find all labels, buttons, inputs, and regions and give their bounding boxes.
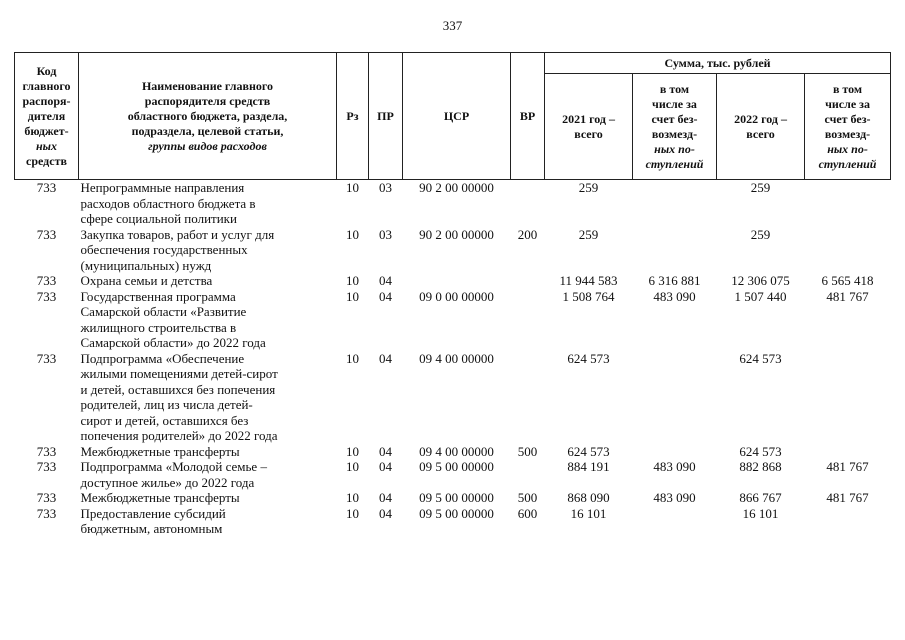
cell-csr: 90 2 00 00000: [419, 180, 494, 195]
name-line: Государственная программа: [80, 288, 236, 304]
cell-pr: 03: [379, 226, 392, 242]
header-line: ступлений: [818, 156, 877, 171]
cell-csr: 09 5 00 00000: [419, 459, 494, 474]
cell-vr: 500: [517, 443, 538, 459]
header-line: в том: [659, 81, 690, 96]
cell-pr: 04: [379, 443, 392, 459]
cell-2022-incl: [805, 506, 891, 537]
name-line: попечения родителей» до 2022 года: [80, 428, 278, 443]
cell-vr: 600: [517, 505, 538, 521]
cell-2021-incl: [633, 180, 717, 227]
name-line: расходов областного бюджета в: [80, 195, 256, 211]
table-row: [15, 273, 891, 289]
name-line: сфере социальной политики: [80, 211, 237, 226]
cell-name: [79, 490, 337, 506]
cell-name: [79, 273, 337, 289]
header-line: распорядителя средств: [144, 93, 271, 108]
cell-2021-total: 884 191: [567, 459, 610, 474]
header-line: подраздела, целевой статьи,: [131, 123, 284, 138]
cell-rz: 10: [346, 273, 359, 288]
cell-csr: 09 0 00 00000: [419, 288, 494, 304]
cell-2021-total: 11 944 583: [559, 273, 618, 288]
table-row: [15, 351, 891, 444]
cell-name: [79, 227, 337, 274]
cell-name: [79, 180, 337, 227]
name-line: Непрограммные направления: [80, 180, 245, 195]
name-line: Охрана семьи и детства: [80, 273, 213, 288]
name-line: обеспечения государственных: [80, 242, 248, 257]
header-2021-incl: [633, 74, 717, 180]
cell-2022-total: 1 507 440: [734, 288, 787, 304]
cell-csr: 09 4 00 00000: [419, 443, 494, 459]
budget-table: [14, 52, 891, 537]
header-line: счет без-: [651, 111, 698, 126]
header-vr: ВР: [511, 53, 545, 180]
table-row: [15, 180, 891, 227]
cell-code: 733: [36, 490, 57, 505]
cell-2022-incl: [805, 180, 891, 227]
cell-rz: 10: [346, 459, 359, 474]
table-row: [15, 227, 891, 274]
cell-2022-total: 882 868: [739, 459, 782, 474]
cell-name: [79, 459, 337, 490]
header-2022-total: [717, 74, 805, 180]
header-line: 2022 год –: [734, 111, 787, 126]
header-line: средств: [26, 153, 67, 168]
cell-2022-incl: 481 767: [826, 288, 869, 304]
cell-rz: 10: [346, 443, 359, 459]
cell-2022-total: 12 306 075: [731, 273, 790, 288]
header-line: ных по-: [654, 141, 695, 156]
cell-vr: 500: [517, 490, 538, 505]
header-line: возмезд-: [651, 126, 698, 141]
cell-csr: 09 4 00 00000: [419, 350, 494, 366]
cell-2022-incl: [805, 351, 891, 444]
cell-2022-total: 624 573: [739, 350, 782, 366]
cell-pr: 04: [379, 459, 392, 474]
cell-2022-total: 259: [750, 226, 771, 242]
name-line: (муниципальных) нужд: [80, 257, 212, 273]
name-line: Межбюджетные трансферты: [80, 443, 240, 459]
header-line: Наименование главного: [141, 78, 274, 93]
cell-csr: [403, 273, 511, 289]
cell-vr: [511, 273, 545, 289]
header-line: ных по-: [827, 141, 868, 156]
table-row: [15, 506, 891, 537]
cell-name: [79, 444, 337, 460]
cell-code: 733: [36, 443, 57, 459]
header-line: счет без-: [824, 111, 871, 126]
name-line: сирот и детей, оставшихся без: [80, 412, 249, 428]
cell-csr: 90 2 00 00000: [419, 226, 494, 242]
cell-2021-incl: [633, 506, 717, 537]
cell-code: 733: [36, 288, 57, 304]
cell-vr: [511, 459, 545, 490]
name-line: и детей, оставшихся без попечения: [80, 381, 276, 397]
cell-vr: [511, 289, 545, 351]
header-line: Код: [36, 63, 57, 78]
header-line: областного бюджета, раздела,: [127, 108, 288, 123]
cell-rz: 10: [346, 490, 359, 505]
cell-2021-total: 624 573: [567, 350, 610, 366]
header-line: 2021 год –: [562, 111, 615, 126]
cell-2022-total: 866 767: [739, 490, 782, 505]
cell-rz: 10: [346, 505, 359, 521]
table-row: [15, 444, 891, 460]
name-line: родителей, лиц из числа детей-: [80, 397, 253, 412]
cell-2021-total: 16 101: [570, 505, 607, 521]
cell-2021-incl: 483 090: [653, 490, 696, 505]
header-2021-total: [545, 74, 633, 180]
table-header: [15, 53, 891, 180]
cell-rz: 10: [346, 180, 359, 195]
cell-rz: 10: [346, 350, 359, 366]
cell-2021-total: 624 573: [567, 443, 610, 459]
header-line: всего: [574, 126, 603, 141]
cell-name: [79, 351, 337, 444]
cell-code: 733: [36, 180, 57, 195]
cell-csr: 09 5 00 00000: [419, 505, 494, 521]
cell-name: [79, 506, 337, 537]
cell-2022-total: 259: [750, 180, 771, 195]
cell-2022-incl: 6 565 418: [821, 273, 874, 288]
cell-pr: 04: [379, 350, 392, 366]
cell-2021-total: 1 508 764: [562, 288, 615, 304]
cell-2021-total: 259: [578, 180, 599, 195]
header-line: в том: [832, 81, 863, 96]
cell-rz: 10: [346, 226, 359, 242]
cell-2021-total: 868 090: [567, 490, 610, 505]
cell-pr: 03: [379, 180, 392, 195]
name-line: доступное жилье» до 2022 года: [80, 474, 255, 490]
cell-2021-incl: 6 316 881: [648, 273, 701, 288]
header-line: главного: [22, 78, 71, 93]
header-line: числе за: [652, 96, 697, 111]
cell-code: 733: [36, 273, 57, 288]
cell-2022-incl: 481 767: [826, 459, 869, 474]
header-line: числе за: [825, 96, 870, 111]
name-line: Закупка товаров, работ и услуг для: [80, 226, 275, 242]
cell-2022-incl: [805, 227, 891, 274]
name-line: Предоставление субсидий: [80, 505, 226, 521]
page-number: 337: [442, 18, 463, 33]
cell-vr: [511, 351, 545, 444]
cell-2022-incl: 481 767: [826, 490, 869, 505]
header-line: распоря-: [22, 93, 71, 108]
cell-vr: 200: [517, 226, 538, 242]
header-rz: Рз: [337, 53, 369, 180]
header-line: бюджет-: [24, 123, 69, 138]
header-2022-incl: [805, 74, 891, 180]
header-sum: Сумма, тыс. рублей: [545, 53, 891, 74]
cell-2021-incl: [633, 444, 717, 460]
table-body: [15, 180, 891, 537]
cell-2022-total: 16 101: [742, 505, 779, 521]
header-csr: ЦСР: [403, 53, 511, 180]
table-row: [15, 459, 891, 490]
cell-code: 733: [36, 226, 57, 242]
cell-2022-total: 624 573: [739, 443, 782, 459]
header-line: всего: [746, 126, 775, 141]
name-line: Межбюджетные трансферты: [80, 490, 240, 505]
name-line: бюджетным, автономным: [80, 521, 223, 536]
name-line: Самарской области «Развитие: [80, 304, 247, 319]
header-code: [15, 53, 79, 180]
cell-name: [79, 289, 337, 351]
cell-2021-incl: [633, 227, 717, 274]
table-row: [15, 289, 891, 351]
cell-csr: 09 5 00 00000: [419, 490, 494, 505]
cell-2021-incl: 483 090: [653, 288, 696, 304]
header-line: дителя: [27, 108, 66, 123]
cell-code: 733: [36, 505, 57, 521]
name-line: Подпрограмма «Молодой семье –: [80, 459, 267, 474]
name-line: Самарской области» до 2022 года: [80, 335, 266, 350]
name-line: жилищного строительства в: [80, 319, 237, 335]
cell-2022-incl: [805, 444, 891, 460]
table-row: [15, 490, 891, 506]
header-pr: ПР: [369, 53, 403, 180]
cell-pr: 04: [379, 490, 392, 505]
header-line: возмезд-: [824, 126, 871, 141]
cell-code: 733: [36, 459, 57, 474]
cell-pr: 04: [379, 288, 392, 304]
header-line: группы видов расходов: [148, 138, 267, 153]
cell-pr: 04: [379, 273, 392, 288]
name-line: Подпрограмма «Обеспечение: [80, 350, 245, 366]
cell-2021-total: 259: [578, 226, 599, 242]
header-name: [79, 53, 337, 180]
cell-rz: 10: [346, 288, 359, 304]
cell-2021-incl: [633, 351, 717, 444]
header-line: ступлений: [645, 156, 704, 171]
cell-2021-incl: 483 090: [653, 459, 696, 474]
cell-vr: [511, 180, 545, 227]
cell-code: 733: [36, 350, 57, 366]
cell-pr: 04: [379, 505, 392, 521]
header-line: ных: [36, 138, 57, 153]
name-line: жилыми помещениями детей-сирот: [80, 366, 278, 381]
